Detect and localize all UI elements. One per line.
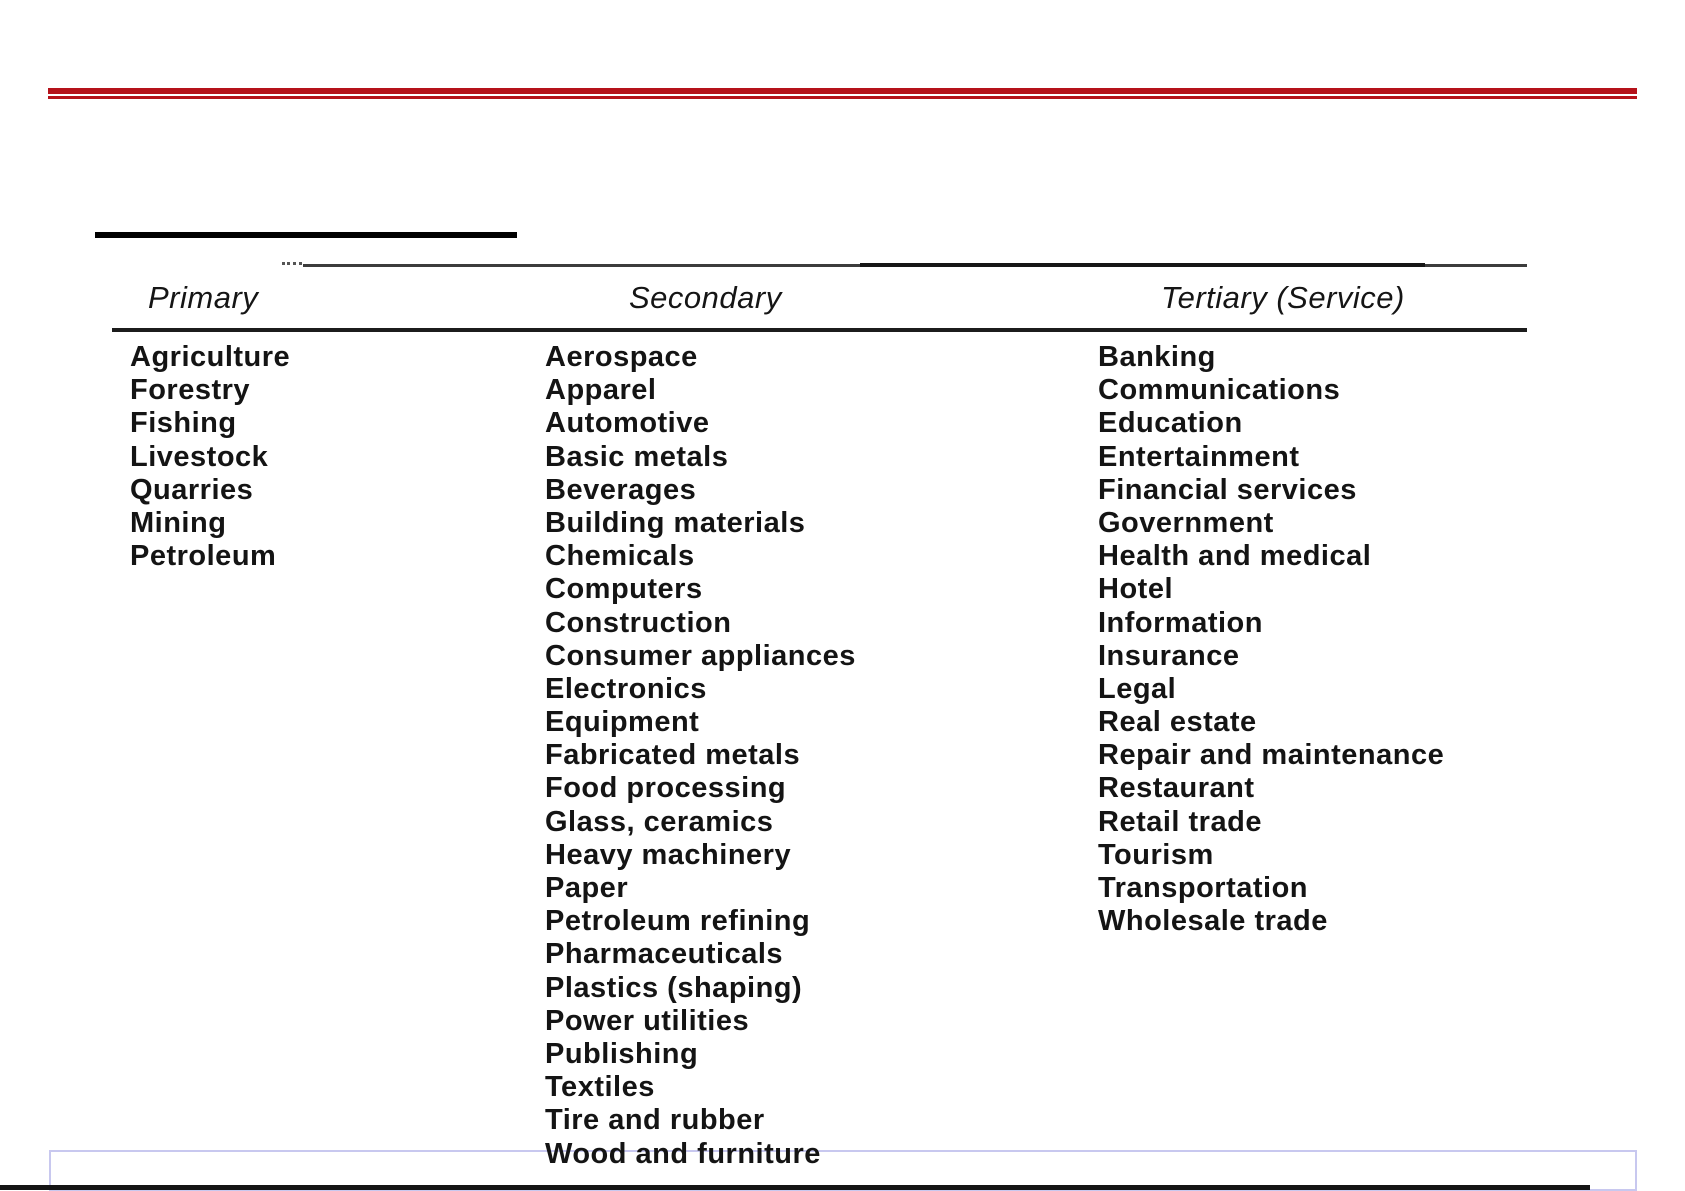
list-item: Basic metals [545,440,729,473]
list-item: Building materials [545,506,806,539]
list-item: Forestry [130,374,251,407]
list-item: Fabricated metals [545,739,801,772]
list-item: Paper [545,872,629,904]
list-item: Repair and maintenance [1098,739,1445,772]
list-item: Publishing [545,1037,699,1070]
list-item: Transportation [1098,872,1309,904]
bottom-border-line [0,1185,1590,1190]
column-header-secondary: Secondary [629,280,782,315]
list-item: Hotel [1098,573,1173,606]
list-item: Tire and rubber [545,1104,765,1137]
list-item: Real estate [1098,706,1257,739]
list-item: Wholesale trade [1098,905,1328,938]
column-tertiary-items [1098,341,1444,938]
list-item: Heavy machinery [545,838,792,871]
list-item: Insurance [1098,639,1240,672]
list-item: Health and medical [1098,540,1372,573]
list-item: Petroleum refining [545,905,811,938]
list-item: Tourism [1098,838,1214,871]
list-item: Banking [1098,341,1216,373]
list-item: Electronics [545,672,707,705]
list-item: Wood and furniture [545,1137,821,1170]
list-item: Financial services [1098,473,1357,506]
list-item: Agriculture [130,341,291,373]
list-item: Food processing [545,772,787,805]
column-header-tertiary: Tertiary (Service) [1161,280,1405,315]
column-secondary-items [545,341,856,1171]
list-item: Power utilities [545,1004,750,1037]
table-top-rule-dark-segment [860,263,1425,267]
list-item: Construction [545,606,732,639]
list-item: Legal [1098,672,1177,705]
list-item: Pharmaceuticals [545,938,784,971]
list-item: Automotive [545,407,710,440]
list-item: Government [1098,506,1274,539]
column-header-primary: Primary [148,280,259,315]
list-item: Textiles [545,1071,655,1104]
list-item: Glass, ceramics [545,805,774,838]
list-item: Fishing [130,407,237,440]
list-item: Chemicals [545,540,695,573]
scan-artifact-dots [282,262,302,265]
list-item: Communications [1098,374,1341,407]
list-item: Beverages [545,473,697,506]
list-item: Retail trade [1098,805,1262,838]
list-item: Consumer appliances [545,639,856,672]
list-item: Plastics (shaping) [545,971,803,1004]
list-item: Livestock [130,440,269,473]
header-underline-rule [112,328,1527,332]
list-item: Equipment [545,706,700,739]
list-item: Quarries [130,473,254,506]
list-item: Education [1098,407,1243,440]
list-item: Entertainment [1098,440,1300,473]
column-primary-items [130,341,290,573]
list-item: Mining [130,506,227,539]
list-item: Information [1098,606,1263,639]
list-item: Petroleum [130,540,277,573]
list-item: Computers [545,573,703,606]
list-item: Restaurant [1098,772,1255,805]
list-item: Aerospace [545,341,698,373]
list-item: Apparel [545,374,657,407]
